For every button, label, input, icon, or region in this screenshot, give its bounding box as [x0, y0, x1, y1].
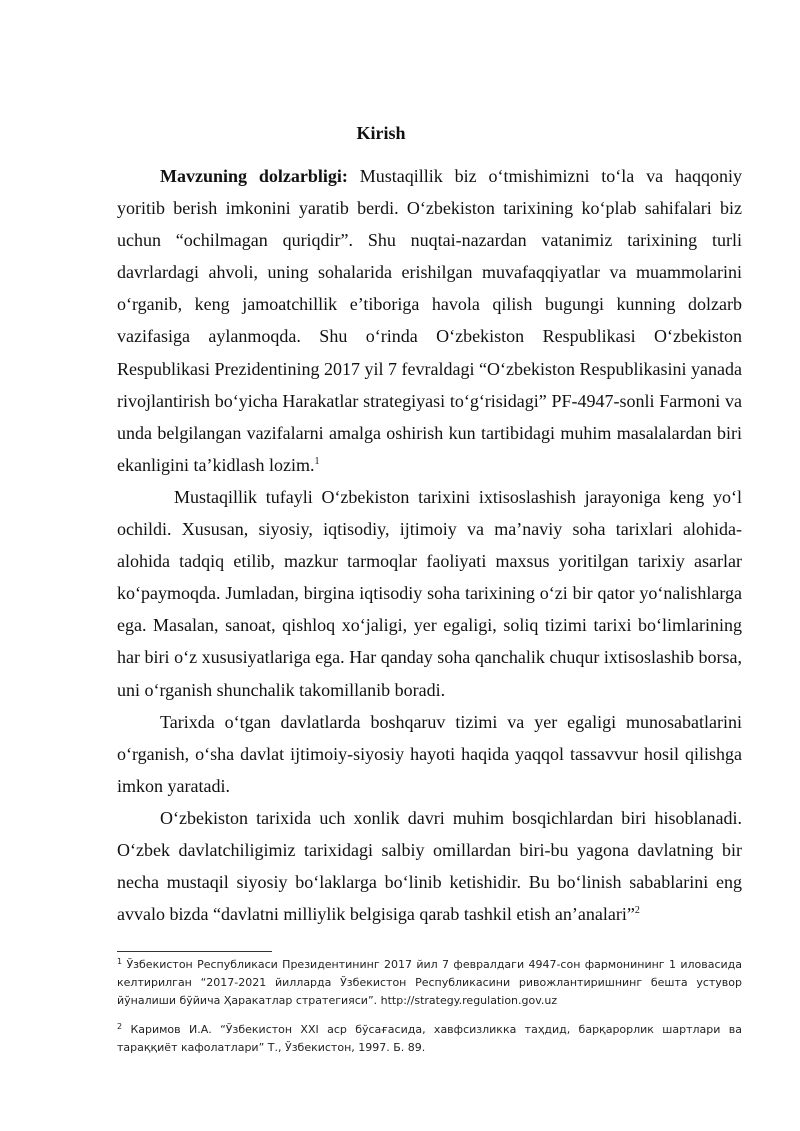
footnote-number: 1	[117, 957, 123, 966]
paragraph-text: Mustaqillik biz o‘tmishimizni to‘la va haqqoniy yoritib berish imkonini yaratib berdi. O‘zbekiston tarixining ko‘plab sahifalari biz uchun “ochilmagan quriqdir”. Shu nuqtai-nazardan vatanimiz tarixining turli davrlardagi ahvoli, uning sohalarida erishilgan muvafaqqiyatlar va muammolarini o‘rganib, keng jamoatchillik e’tiboriga havola qilish bugungi kunning dolzarb vazifasiga aylanmoqda. Shu o‘rinda O‘zbekiston Respublikasi O‘zbekiston Respublikasi Prezidentining 2017 yil 7 fevraldagi “O‘zbekiston Respublikasini yanada rivojlantirish bo‘yicha Harakatlar strategiyasi to‘g‘risidagi” PF-4947-sonli Farmoni va unda belgilangan vazifalarni amalga oshirish kun tartibidagi muhim masalalardan biri ekanligini ta’kidlash lozim.	[117, 166, 742, 475]
paragraph-text: Mustaqillik tufayli O‘zbekiston tarixini ixtisoslashish jarayoniga keng yo‘l ochildi. Xususan, siyosiy, iqtisodiy, ijtimoiy va ma’naviy soha tarixlari alohida-alohida tadqiq etilib, mazkur tarmoqlar faoliyati maxsus yoritilgan tarixiy asarlar ko‘paymoqda. Jumladan, birgina iqtisodiy soha tarixining o‘zi bir qator yo‘nalishlarga ega. Masalan, sanoat, qishloq xo‘jaligi, yer egaligi, soliq tizimi tarixi bo‘limlarining har biri o‘z xususiyatlariga ega. Har qanday soha qanchalik chuqur ixtisoslashib borsa, uni o‘rganish shunchalik takomillanib boradi.	[117, 486, 742, 700]
document-body	[117, 160, 742, 930]
footnote-1	[117, 956, 742, 1011]
footnote-text: Ўзбекистон Республикаси Президентининг 2017 йил 7 февралдаги 4947-сон фармонининг 1 иловасида келтирилган “2017-2021 йилларда Ўзбекистон Республикасини ривожлантиришнинг бешта устувор йўналиши бўйича Ҳаракатлар стратегияси”. http://strategy.regulation.gov.uz	[117, 958, 742, 1008]
footnote-ref[interactable]: 2	[634, 905, 640, 917]
footnotes	[117, 956, 742, 1057]
paragraph-specialization	[117, 481, 742, 706]
paragraph-khanates	[117, 802, 742, 930]
footnote-ref[interactable]: 1	[314, 455, 320, 467]
paragraph-text: O‘zbekiston tarixida uch xonlik davri muhim bosqichlardan biri hisoblanadi. O‘zbek davlatchiligimiz tarixidagi salbiy omillardan biri-bu yagona davlatning bir necha mustaqil siyosiy bo‘laklarga bo‘linib ketishidir. Bu bo‘linish sabablarini eng avvalo bizda “davlatni milliylik belgisiga qarab tashkil etish an’analari”	[117, 807, 742, 925]
footnote-text: Каримов И.А. “Ўзбекистон XXI аср бўсағасида, хавфсизликка таҳдид, барқарорлик шартлари ва тараққиёт кафолатлари” Т., Ўзбекистон, 1997. Б. 89.	[117, 1022, 742, 1054]
paragraph-lead: Mavzuning dolzarbligi:	[160, 166, 348, 186]
paragraph-governance	[117, 706, 742, 802]
paragraph-relevance	[117, 160, 742, 481]
paragraph-text: Tarixda o‘tgan davlatlarda boshqaruv tizimi va yer egaligi munosabatlarini o‘rganish, o‘sha davlat ijtimoiy-siyosiy hayoti haqida yaqqol tassavvur hosil qilishga imkon yaratadi.	[117, 711, 742, 796]
footnote-number: 2	[117, 1021, 123, 1031]
footnote-separator	[117, 951, 272, 952]
footnote-2	[117, 1021, 742, 1057]
page-title: Kirish	[356, 123, 406, 143]
